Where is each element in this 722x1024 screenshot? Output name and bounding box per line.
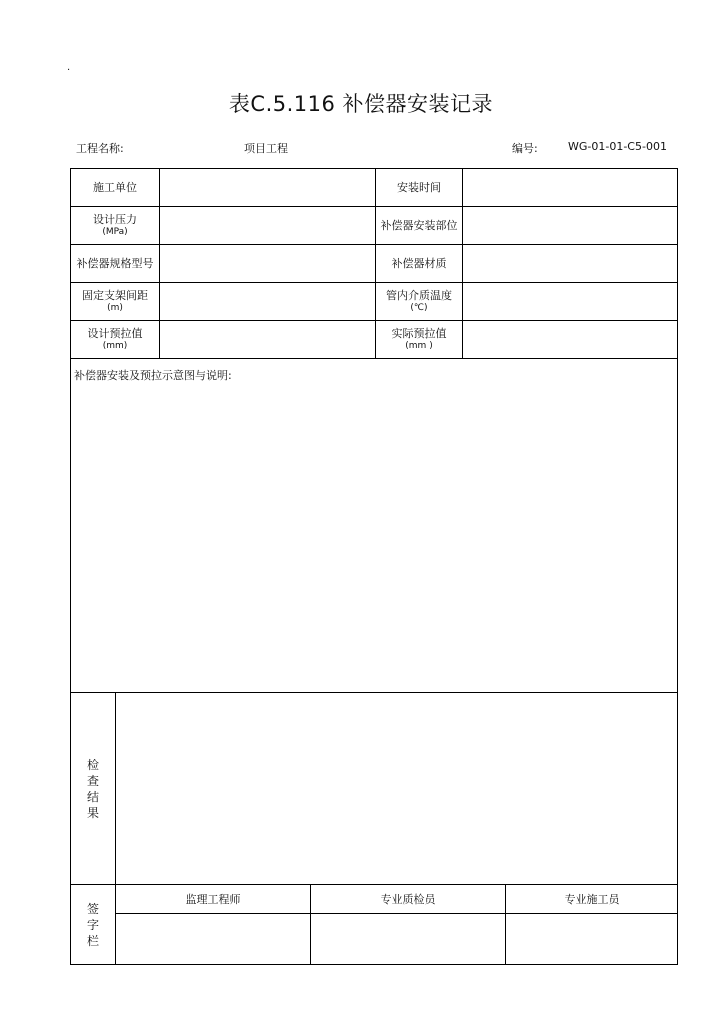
diagram-description-area[interactable]	[71, 359, 677, 693]
construction-worker-signature-field[interactable]	[506, 914, 678, 964]
page-title: 表C.5.116 补偿器安装记录	[228, 92, 494, 116]
record-form	[70, 168, 678, 965]
design-prestretch-field[interactable]	[160, 321, 376, 358]
quality-inspector-label: 专业质检员	[380, 893, 436, 906]
spec-model-field[interactable]	[160, 245, 376, 282]
signature-label: 签 字 栏	[86, 901, 99, 948]
construction-unit-field[interactable]	[160, 169, 376, 206]
actual-prestretch-field[interactable]	[463, 321, 678, 358]
form-row	[71, 169, 677, 207]
install-time-field[interactable]	[463, 169, 678, 206]
install-time-label: 安装时间	[376, 169, 463, 206]
design-pressure-field[interactable]	[160, 207, 376, 244]
project-name-value: 项目工程	[244, 142, 288, 155]
supervising-engineer-signature-field[interactable]	[116, 914, 310, 964]
project-name-label: 工程名称:	[76, 142, 124, 155]
install-location-label: 补偿器安装部位	[376, 207, 463, 244]
material-label: 补偿器材质	[376, 245, 463, 282]
inspection-result-label: 检 查 结 果	[86, 757, 99, 820]
quality-inspector-signature-field[interactable]	[311, 914, 505, 964]
form-row	[71, 207, 677, 245]
design-pressure-label: 设计压力 (MPa)	[71, 207, 160, 244]
design-prestretch-label: 设计预拉值 (mm)	[71, 321, 160, 358]
inspection-section	[71, 693, 677, 885]
form-row	[71, 245, 677, 283]
material-field[interactable]	[463, 245, 678, 282]
inspection-result-field[interactable]	[116, 693, 678, 884]
actual-prestretch-label: 实际预拉值 (mm )	[376, 321, 463, 358]
code-value: WG-01-01-C5-001	[568, 140, 667, 153]
form-row	[71, 283, 677, 321]
medium-temperature-field[interactable]	[463, 283, 678, 320]
code-label: 编号:	[512, 142, 538, 155]
form-row	[71, 321, 677, 359]
signature-section	[71, 885, 677, 964]
spec-model-label: 补偿器规格型号	[71, 245, 160, 282]
construction-worker-label: 专业施工员	[564, 893, 620, 906]
corner-mark: .	[67, 62, 71, 73]
construction-unit-label: 施工单位	[71, 169, 160, 206]
diagram-description-label: 补偿器安装及预拉示意图与说明:	[74, 369, 232, 382]
support-spacing-field[interactable]	[160, 283, 376, 320]
install-location-field[interactable]	[463, 207, 678, 244]
medium-temperature-label: 管内介质温度 (℃)	[376, 283, 463, 320]
support-spacing-label: 固定支架间距 (m)	[71, 283, 160, 320]
supervising-engineer-label: 监理工程师	[185, 893, 241, 906]
